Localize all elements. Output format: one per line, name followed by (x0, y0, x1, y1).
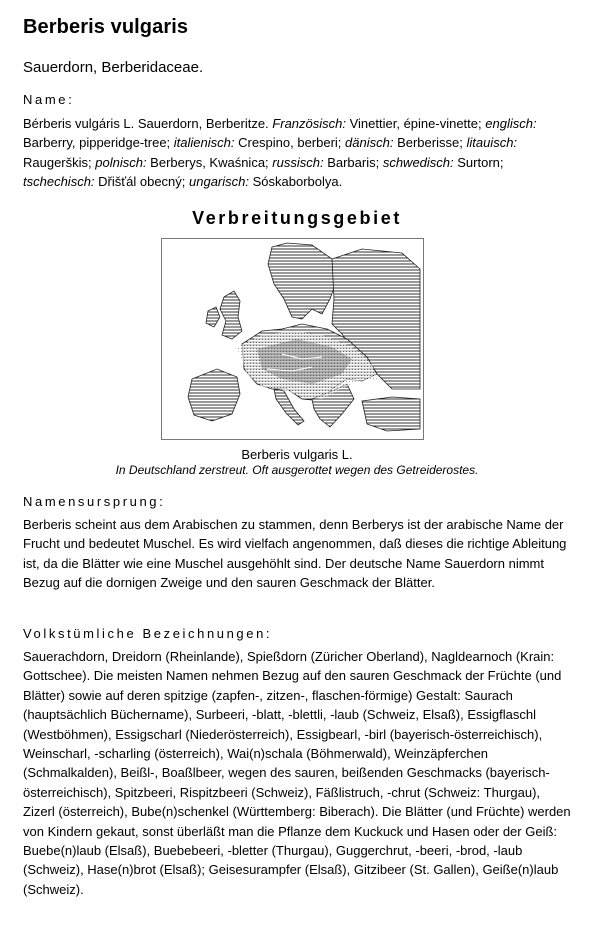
names-heading: Name: (23, 92, 75, 107)
names-paragraph (23, 114, 571, 192)
language-label: schwedisch: (382, 154, 454, 170)
folk-names-heading: Volkstümliche Bezeichnungen: (23, 626, 273, 641)
name-text: Vinettier, épine-vinette; (346, 116, 486, 131)
name-text: Surtorn; (453, 154, 504, 170)
page-title: Berberis vulgaris (23, 16, 189, 38)
map-note: In Deutschland zerstreut. Oft ausgerottet wegen des Getreiderostes. (115, 463, 479, 477)
language-label: englisch: (485, 116, 537, 131)
name-text: Barbaris; (323, 154, 383, 170)
map-caption: Berberis vulgaris L. (241, 447, 353, 462)
name-text: Barberry, pipperidge-tree; (23, 135, 174, 151)
folk-names-paragraph: Sauerachdorn, Dreidorn (Rheinlande), Spießdorn (Züricher Oberland), Nagldearnoch (Krain: Gottschee). Die meisten Namen nehmen Bezug auf den sauren Geschmack der Früchte (und Blätter) sowie auf deren spitzige (zapfen-, zitzen-, flaschen-förmige) Gestalt: Saurach (hauptsächlich Büchername), Surbeeri, -blatt, -blettli, -laub (Schweiz, Elsaß), Essigflaschl (Westböhmen), Essigscharl (Niederösterreich), Essigbearl, -birl (bayerisch-österreichisch), Weinscharl, -scharling (österreich), Wai(n)schala (Böhmerwald), Weinzäpferchen (Schmalkalden), Beißl-, Boaßlbeer, wegen des sauren, beißenden Geschmacks (bayerisch-österreichisch), Spitzbeeri, Rispitzbeeri (Schweiz), Fäßlistruch, -chrut (Schweiz: Thurgau), Zizerl (österreich), Bube(n)schenkel (Württemberg: Biberach). Die Blätter (und Früchte) werden von Kindern gekaut, sonst überläßt man die Pflanze dem Kuckuck und Hasen oder der Geiß: Buebe(n)laub (Elsaß), Buebebeeri, -bletter (Thurgau), Guggerchrut, -beeri, -brod, -laub (Schweiz), Hase(n)brot (Elsaß); Geisesurampfer (Elsaß), Gitzibeer (St. Gallen), Geiße(n)laub (Schweiz). (23, 649, 571, 897)
distribution-heading: Verbreitungsgebiet (192, 208, 402, 228)
language-label: polnisch: (95, 154, 147, 170)
name-text: Crespino, berberi; (234, 135, 346, 151)
name-text: Bérberis vulgáris L. Sauerdorn, Berberitze. (23, 116, 273, 131)
language-label: Französisch: (272, 116, 346, 131)
page-subtitle: Sauerdorn, Berberidaceae. (23, 59, 204, 76)
name-text: Dřišťál obecný; (94, 174, 190, 190)
language-label: ungarisch: (189, 174, 249, 190)
origin-paragraph: Berberis scheint aus dem Arabischen zu stammen, denn Berberys ist der arabische Name der Frucht und bedeutet Muschel. Es wird vielfach angenommen, daß dieses die richtige Ableitung ist, da die Blätter wie eine Muschel ausgehöhlt sind. Der deutsche Name Sauerdorn nimmt Bezug auf die dornigen Zweige und den sauren Geschmack der Blätter. (23, 517, 567, 591)
language-label: italienisch: (173, 135, 235, 151)
name-text: Berberys, Kwaśnica; (146, 154, 273, 170)
language-label: russisch: (272, 154, 324, 170)
name-text: Sóskaborbolya. (249, 174, 343, 190)
distribution-map (161, 238, 424, 440)
europe-map-image (162, 239, 423, 439)
name-text: Raugerškis; (23, 154, 96, 170)
language-label: dänisch: (345, 135, 394, 151)
name-text: Berberisse; (393, 135, 467, 151)
language-label: tschechisch: (23, 174, 95, 190)
origin-heading: Namensursprung: (23, 494, 166, 509)
language-label: litauisch: (466, 135, 518, 151)
